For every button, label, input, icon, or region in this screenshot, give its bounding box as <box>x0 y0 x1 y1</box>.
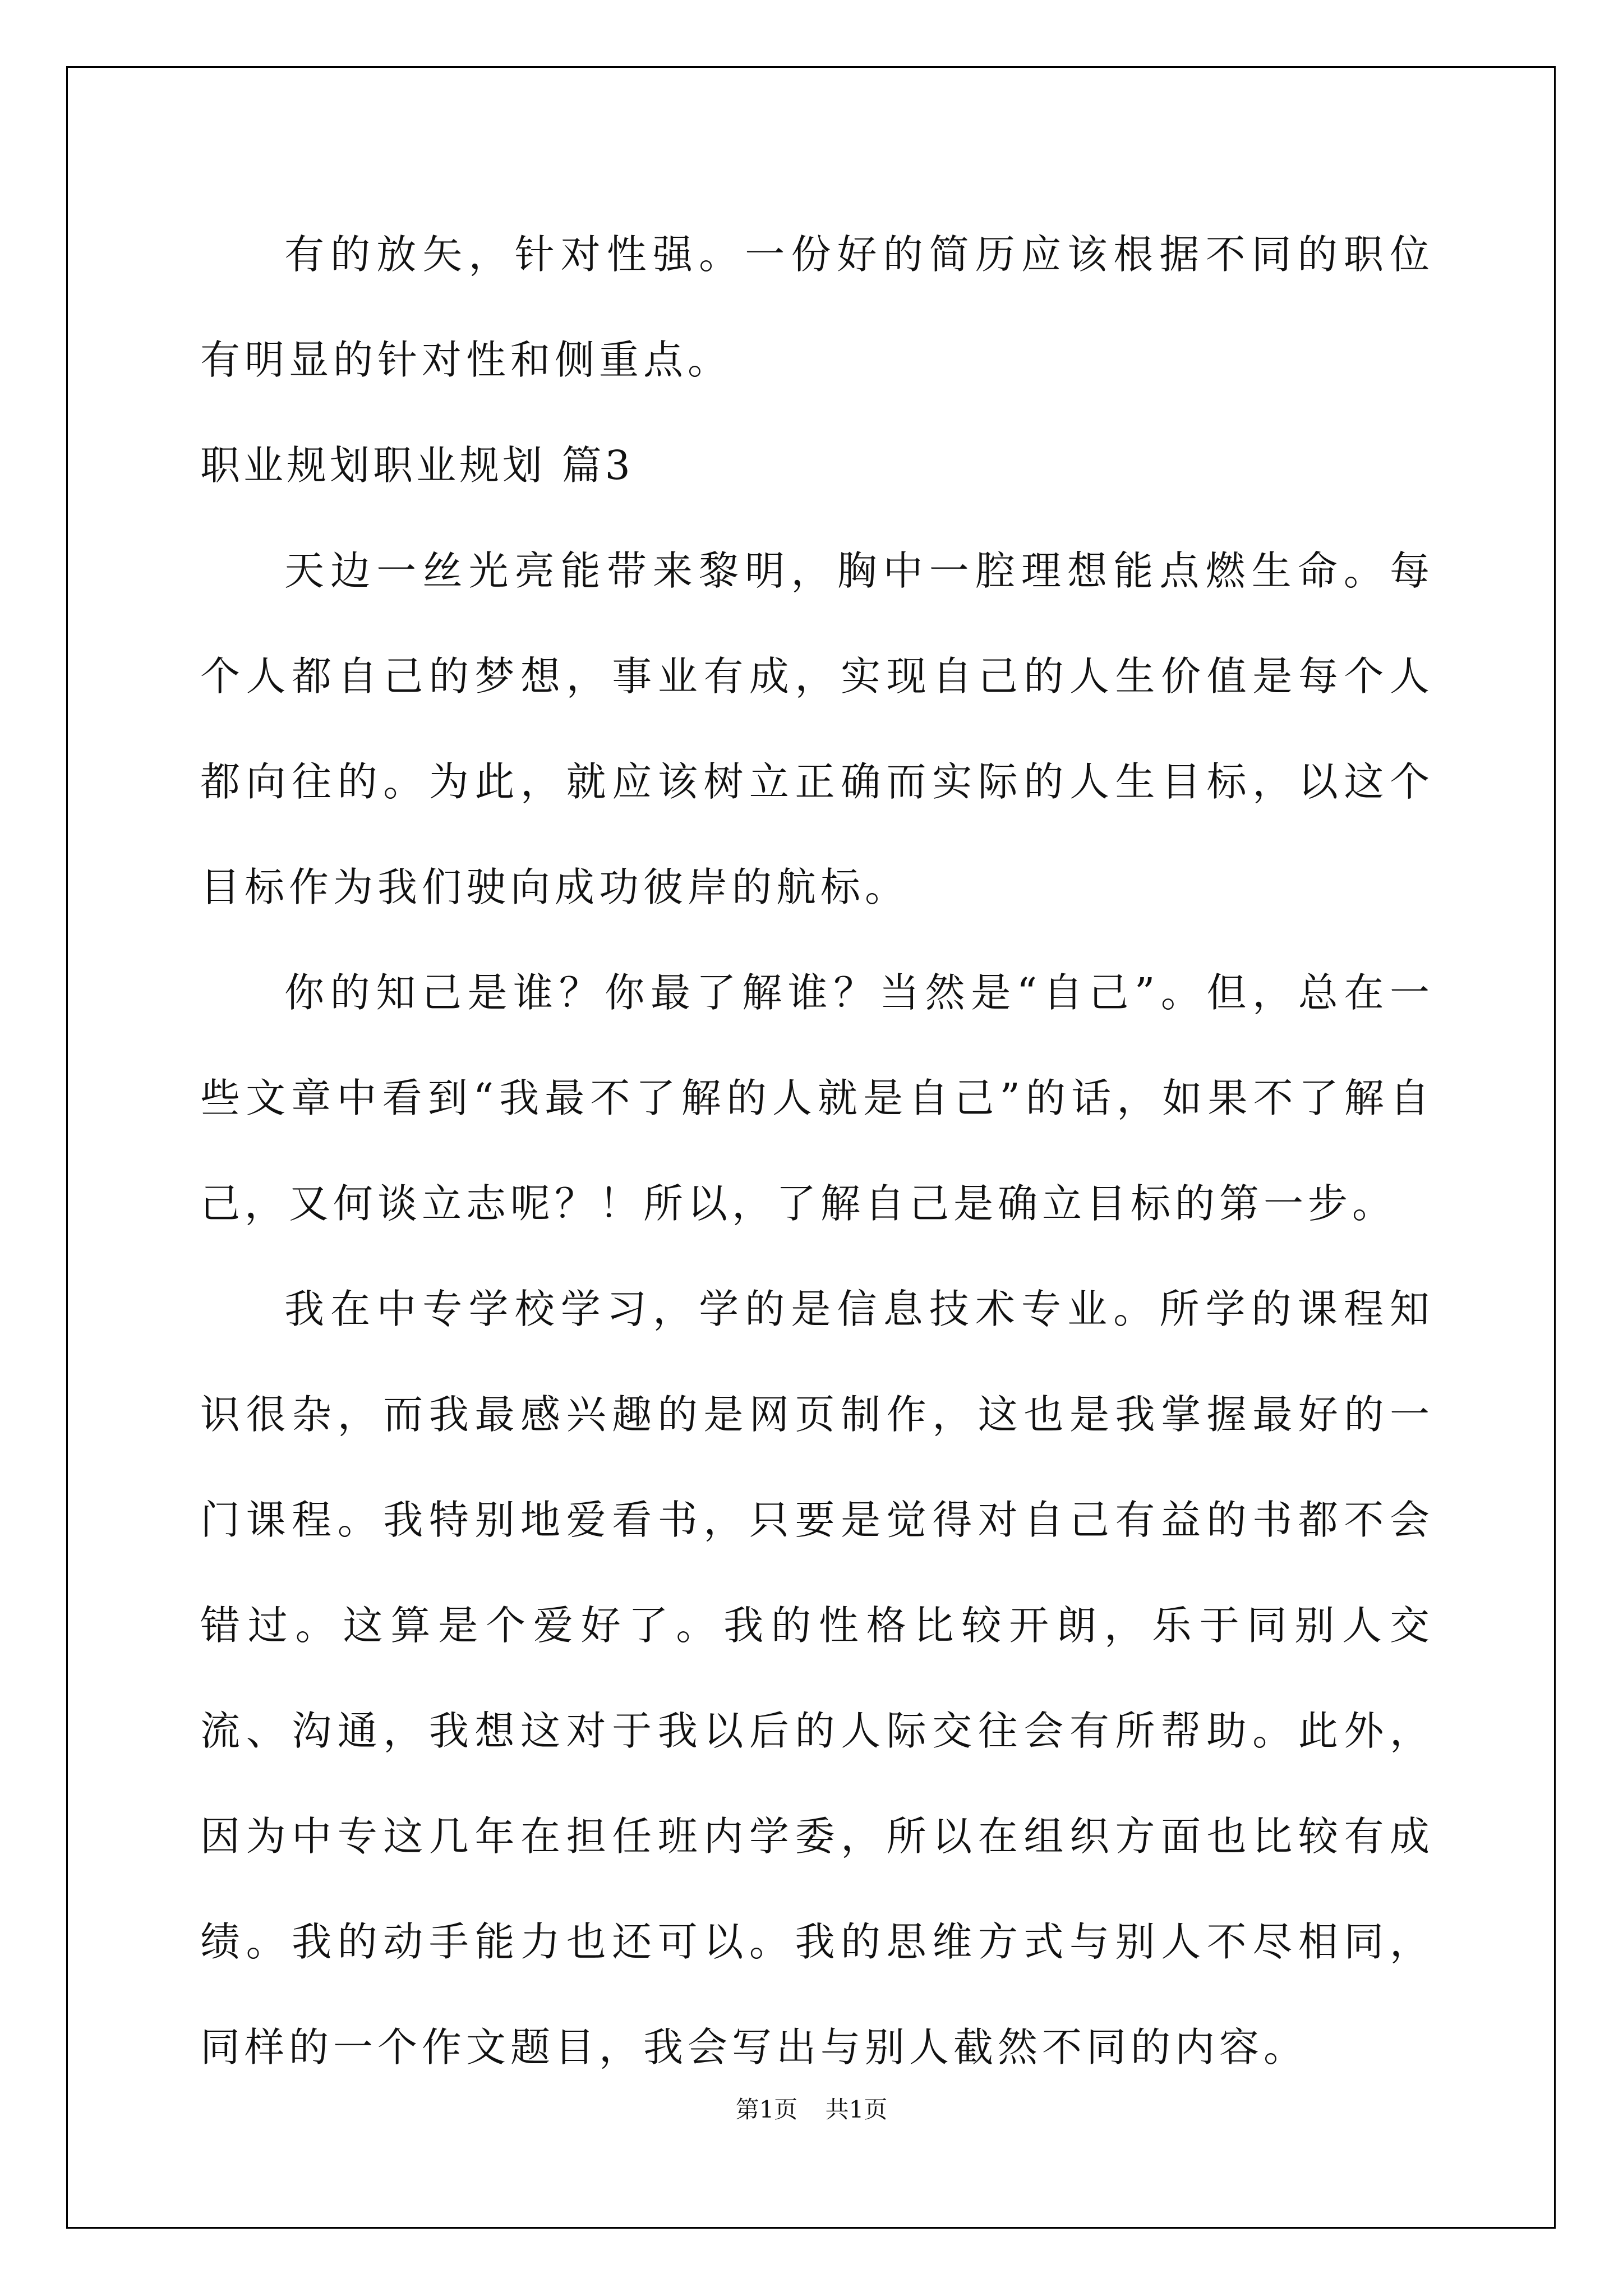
paragraph-4: 我在中专学校学习，学的是信息技术专业。所学的课程知识很杂，而我最感兴趣的是网页制作，这也是我掌握最好的一门课程。我特别地爱看书，只要是觉得对自己有益的书都不会错过。这算是个爱好了。我的性格比较开朗，乐于同别人交流、沟通，我想这对于我以后的人际交往会有所帮助。此外，因为中专这几年在担任班内学委，所以在组织方面也比较有成绩。我的动手能力也还可以。我的思维方式与别人不尽相同，同样的一个作文题目，我会写出与别人截然不同的内容。 <box>200 1286 1434 2070</box>
paragraph-1: 有的放矢，针对性强。一份好的简历应该根据不同的职位有明显的针对性和侧重点。 <box>200 231 1434 383</box>
paragraph-3: 你的知己是谁？你最了解谁？当然是“自己”。但，总在一些文章中看到“我最不了解的人就是自己”的话，如果不了解自己，又何谈立志呢？！所以，了解自己是确立目标的第一步。 <box>200 969 1434 1227</box>
document-body <box>200 202 1434 2100</box>
page-number: 第1页 <box>735 2096 798 2123</box>
page-total: 共1页 <box>825 2096 888 2123</box>
page-footer <box>0 2091 1623 2125</box>
paragraph-2: 天边一丝光亮能带来黎明，胸中一腔理想能点燃生命。每个人都自己的梦想，事业有成，实现自己的人生价值是每个人都向往的。为此，就应该树立正确而实际的人生目标，以这个目标作为我们驶向成功彼岸的航标。 <box>200 547 1434 910</box>
section-heading: 职业规划职业规划 篇3 <box>200 442 634 489</box>
